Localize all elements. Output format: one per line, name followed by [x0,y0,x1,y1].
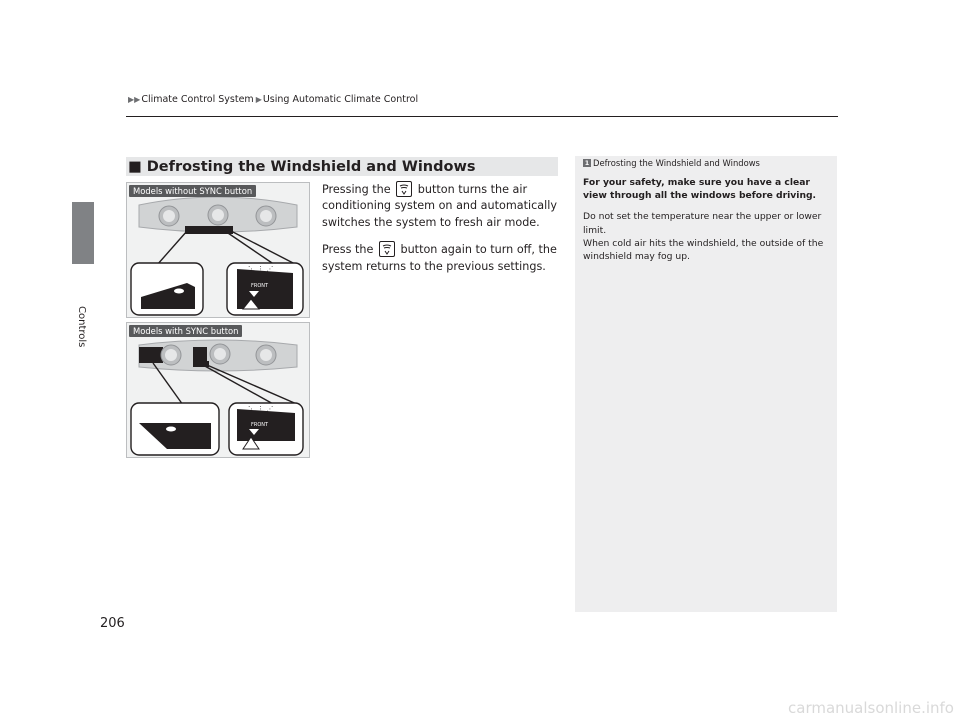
reference-number: 1 [584,159,590,167]
body-p1-end: button turns the air conditioning system on and automatically switches the system to fresh air mode. [322,183,557,229]
svg-text:⋱ ⋮ ⋰: ⋱ ⋮ ⋰ [248,405,274,413]
breadcrumb-arrow-icon: ▶ [255,95,262,104]
svg-text:FRONT: FRONT [251,283,269,289]
section-title [126,159,476,175]
section-title-text: Defrosting the Windshield and Windows [146,158,476,175]
sidebar-paragraph-1: Do not set the temperature near the upper or lower limit. [583,211,822,236]
body-p2-start: Press the [322,243,374,257]
header-rule [126,116,838,117]
section-heading-bar [126,157,558,176]
body-p2-end: button again to turn off, the system returns to the previous settings. [322,243,557,273]
breadcrumb-item-automatic[interactable]: Using Automatic Climate Control [262,94,419,105]
control-panel-illustration [127,183,309,317]
front-defrost-icon [379,241,395,257]
body-paragraph-2 [322,241,558,275]
breadcrumb-item-climate[interactable]: Climate Control System [141,94,254,105]
sidebar-text [583,176,831,271]
page-number: 206 [100,616,125,631]
breadcrumb [128,94,418,105]
control-panel-illustration-sync [127,323,309,457]
svg-text:⋱ ⋮ ⋰: ⋱ ⋮ ⋰ [248,265,274,273]
sidebar-heading [583,158,760,168]
sidebar-safety-note: For your safety, make sure you have a clear view through all the windows before driving. [583,177,817,202]
figure-without-sync [126,182,310,318]
front-defrost-icon [396,181,412,197]
sidebar-heading-text: Defrosting the Windshield and Windows [593,158,760,168]
figure-label-without-sync: Models without SYNC button [129,185,256,197]
chapter-tab [72,202,94,264]
sidebar-paragraph-2: When cold air hits the windshield, the outside of the windshield may fog up. [583,237,824,263]
figure-with-sync [126,322,310,458]
section-marker: ■ [128,158,142,175]
svg-text:FRONT: FRONT [251,422,269,428]
breadcrumb-arrow-icon: ▶▶ [128,95,141,104]
chapter-label: Controls [76,306,87,348]
figure-label-with-sync: Models with SYNC button [129,325,242,337]
body-paragraph-1 [322,181,558,231]
body-p1-start: Pressing the [322,183,391,196]
body-text [322,181,558,285]
watermark: carmanualsonline.info [788,699,954,717]
